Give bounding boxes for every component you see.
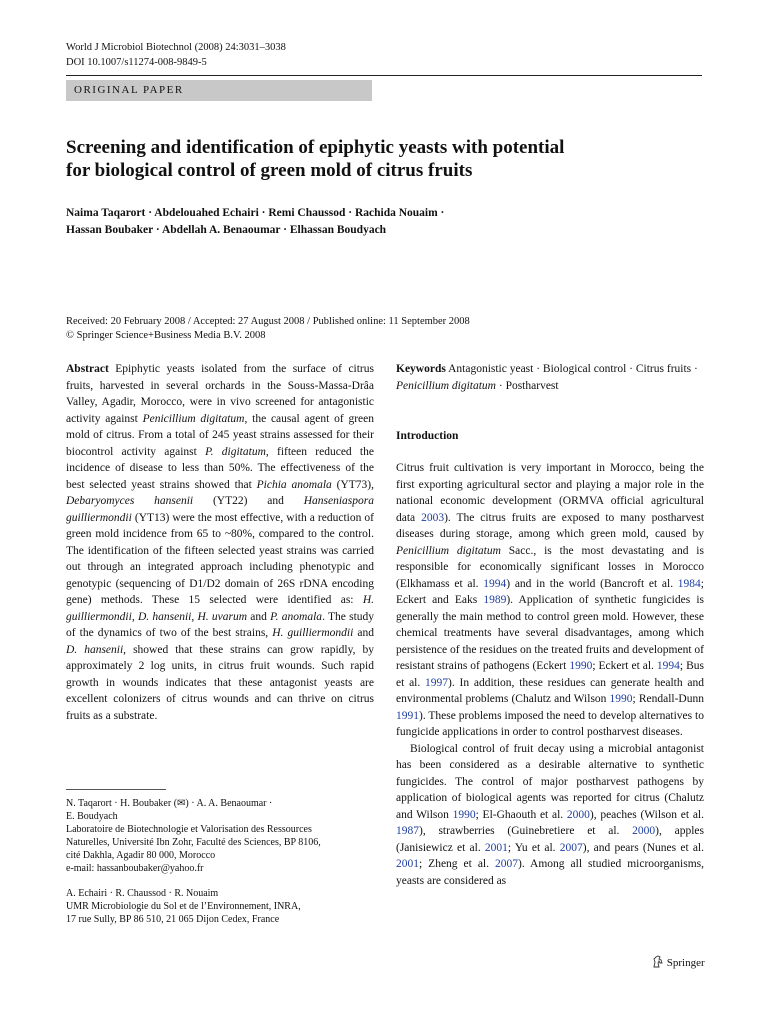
abstract-species: H. guilliermondii — [272, 627, 354, 639]
publisher-name: Springer — [666, 957, 705, 969]
article-type-badge: ORIGINAL PAPER — [66, 80, 372, 101]
abstract-text: (YT73), — [331, 478, 374, 491]
abstract-species: H. guilliermondii — [66, 594, 374, 623]
title-line-2: for biological control of green mold of citrus fruits — [66, 160, 473, 181]
affiliation-2 — [66, 887, 376, 926]
abstract-label: Abstract — [66, 363, 109, 375]
springer-horse-icon — [652, 955, 664, 968]
abstract — [66, 361, 374, 724]
authors-line-1: Naima Taqarort · Abdelouahed Echairi · Remi Chaussod · Rachida Nouaim · — [66, 207, 445, 219]
citation-link[interactable]: 1984 — [677, 577, 701, 590]
citation-link[interactable]: 1990 — [569, 660, 593, 672]
title-line-1: Screening and identification of epiphytic yeasts with potential — [66, 137, 565, 158]
affiliation-address: 17 rue Sully, BP 86 510, 21 065 Dijon Cedex, France — [66, 914, 280, 925]
abstract-species: D. hansenii — [137, 610, 192, 623]
citation-link[interactable]: 1987 — [396, 825, 419, 837]
affiliation-address: UMR Microbiologie du Sol et de l’Environnement, INRA, — [66, 901, 301, 912]
section-heading-introduction: Introduction — [396, 430, 459, 442]
publisher-logo — [652, 955, 705, 969]
journal-header — [66, 40, 286, 70]
affiliation-address: cité Dakhla, Agadir 80 000, Morocco — [66, 850, 216, 861]
abstract-species: Debaryomyces hansenii — [66, 495, 194, 507]
abstract-species: Penicillium digitatum — [142, 412, 245, 425]
citation-link[interactable]: 1994 — [656, 660, 680, 672]
citation-link[interactable]: 2001 — [396, 858, 419, 870]
citation-link[interactable]: 1991 — [396, 709, 419, 722]
affiliation-1 — [66, 797, 376, 875]
abstract-species: D. hansenii — [66, 643, 124, 656]
article-title — [66, 136, 706, 182]
affiliation-address: Laboratoire de Biotechnologie et Valorisation des Ressources — [66, 824, 312, 835]
doi[interactable]: DOI 10.1007/s11274-008-9849-5 — [66, 57, 207, 68]
copyright-line: © Springer Science+Business Media B.V. 2008 — [66, 330, 266, 341]
citation-link[interactable]: 1994 — [483, 577, 507, 590]
abstract-text: (YT13) were the most effective, with a reduction of green mold incidence from 65 to ~80%, compared to the control. The identification of the fifteen selected yeast strains was carried out through an integrated approach including phenotypic and genotypic (sequencing of D1/D2 domain of 26S rDNA encoding gene) methods. These 15 selected were identified as: — [66, 511, 374, 606]
abstract-text: , — [191, 610, 198, 623]
citation-link[interactable]: 1990 — [452, 808, 476, 821]
abstract-species: P. anomala — [270, 610, 323, 623]
journal-citation: World J Microbiol Biotechnol (2008) 24:3031–3038 — [66, 42, 286, 53]
citation-link[interactable]: 2000 — [632, 825, 656, 837]
abstract-text: , fifteen reduced the incidence of disease to less than 50%. The effectiveness of the best selected yeast strains showed that — [66, 445, 374, 491]
footnote-rule — [66, 789, 166, 790]
abstract-text: , the causal agent of green mold of citrus. From a total of 245 yeast strains assessed for their biocontrol activity against — [66, 412, 374, 458]
intro-paragraph-1: Citrus fruit cultivation is very important in Morocco, being the first exporting agricultural sector and playing a major role in the national economic development (ORMVA official agricultural data 2003). The citrus fruits are exposed to many postharvest diseases during storage, among which green mold, caused by Penicillium digitatum Sacc., is the most devastating and is responsible for economically significant losses in Morocco (Elkhamass et al. 1994) and in the world (Bancroft et al. 1984; Eckert and Eaks 1989). Application of synthetic fungicides is generally the main method to control green mold. However, these chemical treatments have several disadvantages, among which persistence of the residues on the treated fruits and development of resistant strains of pathogens (Eckert 1990; Eckert et al. 1994; Bus et al. 1997). In addition, these residues can generate health and environmental problems (Chalutz and Wilson 1990; Rendall-Dunn 1991). These problems imposed the need to develop alternatives to fungicide applications in order to control postharvest diseases. — [396, 462, 705, 738]
dates-line: Received: 20 February 2008 / Accepted: 27 August 2008 / Published online: 11 September 2008 — [66, 316, 470, 327]
affiliation-authors: A. Echairi · R. Chaussod · R. Nouaim — [66, 888, 219, 899]
keywords-text: · Postharvest — [495, 379, 559, 392]
citation-link[interactable]: 2000 — [566, 808, 590, 821]
authors-line-2: Hassan Boubaker · Abdellah A. Benaoumar · Elhassan Boudyach — [66, 224, 387, 236]
intro-paragraph-2: Biological control of fruit decay using a microbial antagonist has been considered as a desirable alternative to synthetic fungicides. The control of major postharvest pathogens by application of biological agents was reported for citrus (Chalutz and Wilson 1990; El-Ghaouth et al. 2000), peaches (Wilson et al. 1987), strawberries (Guinebretiere et al. 2000), apples (Janisiewicz et al. 2001; Yu et al. 2007), and pears (Nunes et al. 2001; Zheng et al. 2007). Among all studied microorganisms, yeasts are considered as — [396, 742, 705, 887]
citation-link[interactable]: 1989 — [483, 594, 507, 606]
abstract-text: Epiphytic yeasts isolated from the surface of citrus fruits, harvested in several orchards in the Souss-Massa-Drâa Valley, Agadir, Morocco, were in vivo screened for antagonistic activity against — [66, 363, 374, 425]
affiliation-address: Naturelles, Université Ibn Zohr, Faculté des Sciences, BP 8106, — [66, 837, 321, 848]
affiliation-authors: N. Taqarort · H. Boubaker (✉) · A. A. Benaoumar · — [66, 798, 273, 809]
keywords — [396, 361, 704, 394]
publication-dates — [66, 315, 706, 343]
abstract-species: H. uvarum — [197, 610, 248, 623]
corresponding-email[interactable]: e-mail: hassanboubaker@yahoo.fr — [66, 863, 204, 874]
abstract-text: (YT22) and — [193, 495, 304, 507]
abstract-species: Pichia anomala — [256, 478, 332, 491]
keywords-text: Antagonistic yeast · Biological control · Citrus fruits · — [445, 363, 698, 375]
abstract-text: , showed that these strains can grow rapidly, by approximately 2 log units, in citrus fruit wounds. Such rapid growth in wounds indicates that these antagonist yeasts are excellent colonizers of citrus wounds and can thrive on citrus fruits as a substrate. — [66, 643, 374, 722]
introduction-body — [396, 460, 704, 889]
citation-link[interactable]: 1997 — [425, 676, 449, 689]
citation-link[interactable]: 1990 — [609, 693, 633, 705]
abstract-species: Hanseniaspora guilliermondii — [66, 495, 374, 524]
affiliation-authors: E. Boudyach — [66, 811, 118, 822]
keywords-label: Keywords — [396, 363, 446, 375]
abstract-text: and — [353, 627, 374, 639]
header-rule — [66, 75, 702, 76]
citation-link[interactable]: 2003 — [421, 511, 445, 524]
abstract-species: P. digitatum — [205, 445, 266, 458]
citation-link[interactable]: 2001 — [484, 841, 508, 854]
abstract-text: and — [247, 610, 271, 623]
citation-link[interactable]: 2007 — [495, 858, 518, 870]
keywords-species: Penicillium digitatum — [396, 379, 496, 392]
citation-link[interactable]: 2007 — [559, 841, 583, 854]
author-list — [66, 205, 706, 239]
abstract-text: . The study of the dynamics of two of the best strains, — [66, 610, 375, 639]
abstract-text: , — [131, 610, 138, 623]
